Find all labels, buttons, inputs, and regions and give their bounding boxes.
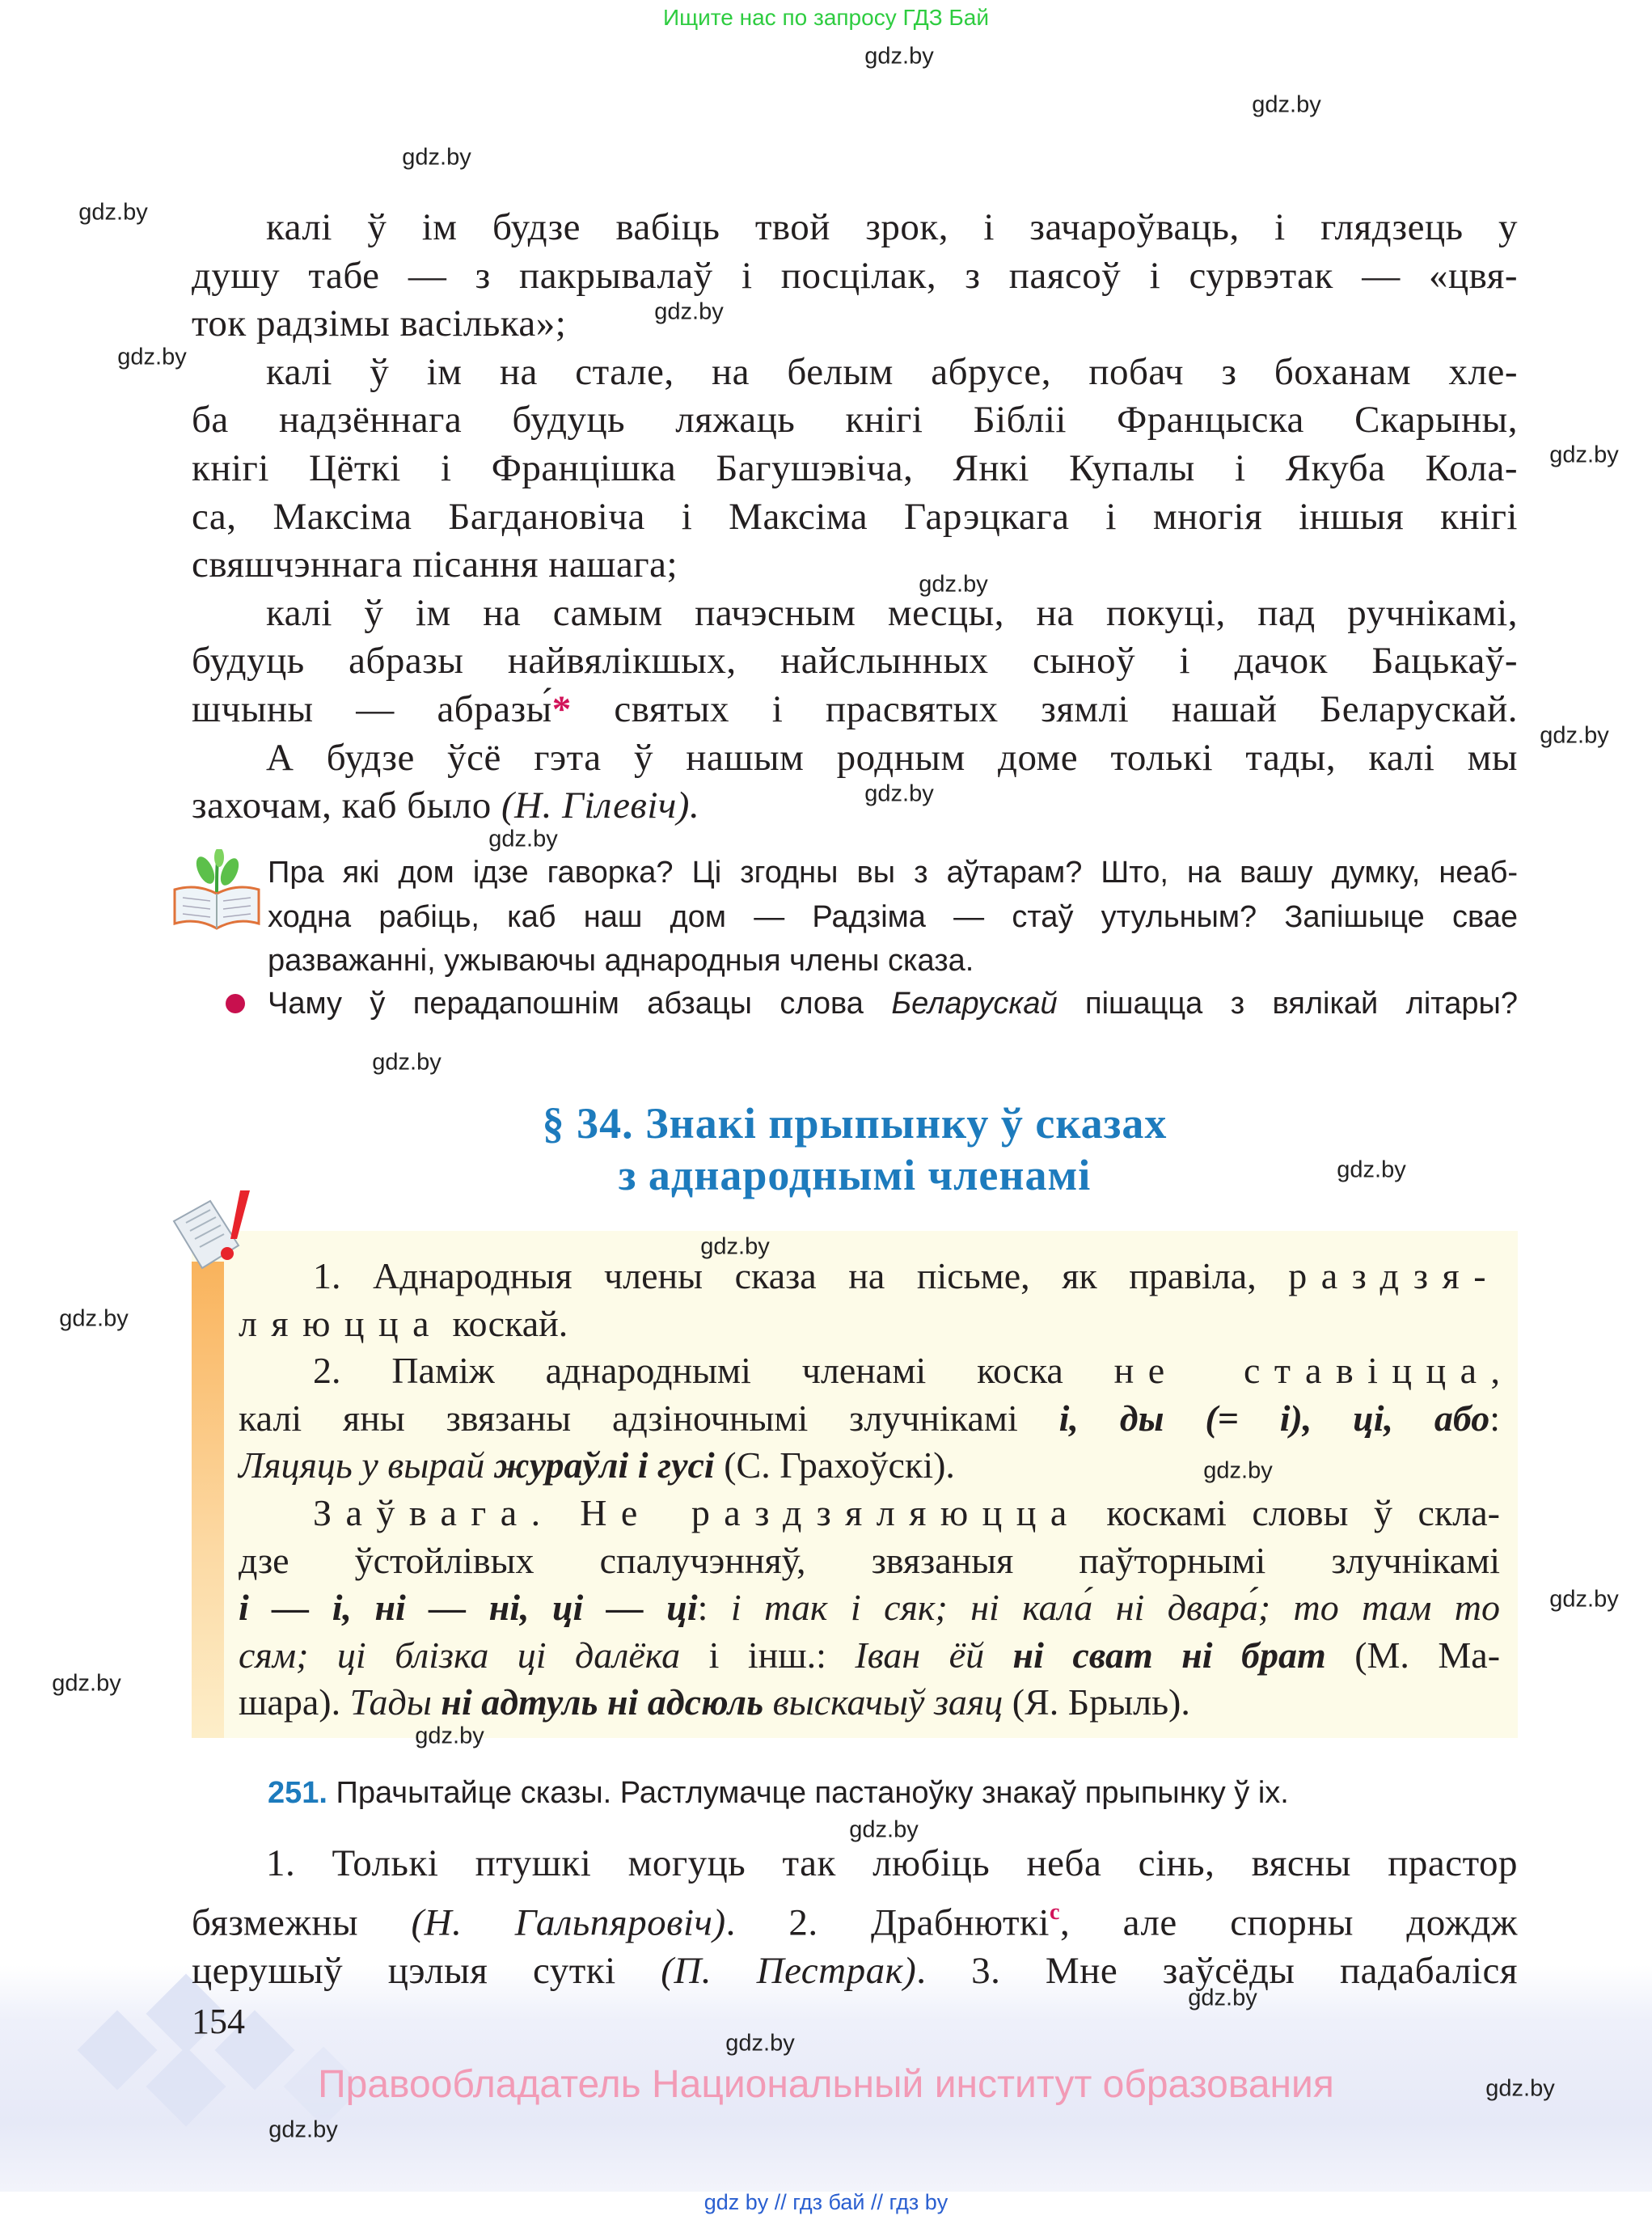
- text-run: ні сват ні брат: [1012, 1634, 1326, 1676]
- text-line: [239, 1253, 1500, 1300]
- text-run: Іван ёй: [855, 1634, 1013, 1676]
- text-run: бязмежны: [192, 1901, 412, 1944]
- text-line: [239, 1490, 1500, 1537]
- exercise-instruction: Прачытайце сказы. Растлумачце пастаноўку знакаў прыпынку ў іх.: [327, 1776, 1289, 1810]
- text-run: свяшчэннага пісання нашага;: [192, 543, 678, 586]
- text-run: :: [697, 1587, 731, 1629]
- text-line: [192, 445, 1518, 493]
- text-run: (Я. Брыль).: [1003, 1681, 1190, 1723]
- text-line: [192, 1840, 1518, 1888]
- section-heading-line: з аднароднымі членамі: [618, 1151, 1092, 1199]
- watermark: gdz.by: [1540, 722, 1609, 749]
- watermark: gdz.by: [488, 826, 558, 852]
- text-line: [192, 204, 1518, 252]
- text-run: калі ў ім будзе вабіць твой зрок, і зачароўваць, і глядзець у: [266, 206, 1518, 248]
- text-line: [239, 1679, 1500, 1727]
- text-run: *: [551, 687, 572, 730]
- watermark: gdz.by: [52, 1670, 121, 1697]
- copyright-notice: Правообладатель Национальный институт образования: [318, 2063, 1334, 2106]
- text-run: жураўлі і гусі: [493, 1444, 715, 1486]
- watermark: gdz.by: [78, 199, 148, 226]
- text-run: і так і сяк; ні кала́ ні двара́; то там то: [730, 1587, 1500, 1629]
- exercise-header: [268, 1776, 1518, 1811]
- text-run: ток радзімы васілька»;: [192, 302, 567, 345]
- text-run: ні адтуль ні адсюль: [441, 1681, 764, 1723]
- text-run: захочам, каб было: [192, 784, 502, 827]
- watermark: gdz.by: [59, 1305, 129, 1332]
- text-line: [268, 939, 1518, 983]
- text-run: Ляцяць у вырай: [239, 1444, 494, 1486]
- text-run: калі яны звязаны адзіночнымі злучнікамі: [239, 1397, 1059, 1439]
- text-line: [192, 396, 1518, 445]
- watermark: gdz.by: [1549, 1586, 1619, 1613]
- watermark: gdz.by: [919, 571, 988, 598]
- text-run: с: [1049, 1899, 1060, 1925]
- text-run: (С. Грахоўскі).: [714, 1444, 955, 1486]
- text-run: будуць абразы найвялікшых, найслынных сыноў і дачок Бацькаў-: [192, 640, 1518, 683]
- watermark: gdz.by: [1337, 1156, 1406, 1183]
- text-run: . 3. Мне заўсёды падабаліся: [916, 1949, 1518, 1992]
- text-run: шчыны — абразы́: [192, 687, 552, 730]
- text-run: 1. Толькі птушкі могуць так любіць неба сінь, вясны прастор: [266, 1842, 1518, 1884]
- watermark: gdz.by: [725, 2030, 795, 2057]
- text-line: [192, 349, 1518, 397]
- text-line: [192, 686, 1518, 734]
- watermark: gdz.by: [415, 1723, 484, 1749]
- text-run: кнігі Цёткі і Францішка Багушэвіча, Янкі Купалы і Якуба Кола-: [192, 446, 1518, 489]
- text-run: Заўвага.: [313, 1491, 555, 1533]
- text-line: [239, 1584, 1500, 1632]
- rule-text: [239, 1253, 1500, 1727]
- section-heading: [192, 1097, 1518, 1201]
- text-run: 1. Аднародныя члены сказа на пісьме, як правіла,: [313, 1255, 1289, 1296]
- text-run: церушыў цэлыя суткі: [192, 1949, 661, 1992]
- text-run: і інш.:: [680, 1634, 856, 1676]
- text-run: дзе ўстойлівых спалучэнняў, звязаныя паўторнымі злучнікамі: [239, 1539, 1500, 1581]
- text-line: [192, 637, 1518, 686]
- text-run: (М. Ма-: [1325, 1634, 1501, 1676]
- text-run: [555, 1492, 581, 1533]
- text-line: [192, 300, 1518, 349]
- text-run: святых і прасвятых зямлі нашай Беларускай.: [571, 687, 1519, 730]
- text-line: [239, 1347, 1500, 1395]
- text-line: [239, 1442, 1500, 1490]
- text-run: сям; ці блізка ці далёка: [239, 1634, 681, 1676]
- text-run: пішацца з вялікай літары?: [1057, 987, 1518, 1021]
- watermark: gdz.by: [1252, 91, 1321, 118]
- text-run: коскамі словы ў скла-: [1080, 1491, 1500, 1533]
- text-run: і — і, ні — ні, ці — ці: [239, 1587, 698, 1629]
- footer-links: gdz by // гдз бай // гдз by: [703, 2190, 949, 2214]
- bullet-icon: [226, 994, 245, 1013]
- text-run: (П. Пестрак): [661, 1949, 917, 1992]
- text-run: коскай.: [443, 1302, 568, 1344]
- text-line: [192, 252, 1518, 301]
- watermark: gdz.by: [849, 1816, 919, 1843]
- text-run: калі ў ім на самым пачэсным месцы, на покуці, пад ручнікамі,: [266, 591, 1518, 634]
- rule-accent-bar: [192, 1262, 224, 1738]
- exercise-number: 251.: [268, 1776, 327, 1810]
- text-run: Тады: [349, 1681, 442, 1723]
- text-line: [239, 1300, 1500, 1348]
- watermark: gdz.by: [654, 298, 724, 325]
- watermark: gdz.by: [117, 344, 187, 370]
- text-line: [239, 1395, 1500, 1443]
- text-run: ходна рабіць, каб наш дом — Радзіма — стаў утульным? Запішыце свае: [268, 899, 1518, 934]
- watermark: gdz.by: [864, 43, 934, 70]
- watermark: gdz.by: [700, 1233, 770, 1260]
- text-line: [239, 1537, 1500, 1585]
- text-line: [192, 541, 1518, 590]
- text-run: Пра які дом ідзе гаворка? Ці згодны вы з аўтарам? Што, на вашу думку, неаб-: [268, 856, 1518, 890]
- text-run: (Н. Гальпяровіч): [411, 1901, 726, 1944]
- text-line: [192, 590, 1518, 638]
- watermark: gdz.by: [372, 1049, 442, 1076]
- task-bullet-question: [268, 982, 1518, 1025]
- text-run: ба надзённага будуць ляжаць кнігі Бібліі Францыска Скарыны,: [192, 399, 1518, 442]
- watermark: gdz.by: [1485, 2075, 1555, 2102]
- page-number: 154: [192, 2002, 245, 2041]
- text-line: [268, 895, 1518, 940]
- body-text: [192, 204, 1518, 831]
- text-run: , але спорны дождж: [1059, 1901, 1518, 1944]
- text-run: калі ў ім на стале, на белым абрусе, побач з боханам хле-: [266, 350, 1518, 393]
- text-run: ,: [1490, 1350, 1501, 1392]
- watermark: gdz.by: [864, 780, 934, 807]
- watermark: gdz.by: [402, 144, 471, 171]
- search-hint: Ищите нас по запросу ГДЗ Бай: [662, 5, 990, 30]
- watermark: gdz.by: [1203, 1457, 1273, 1484]
- text-run: Чаму ў перадапошнім абзацы слова: [268, 987, 892, 1021]
- text-run: 2. Паміж аднароднымі членамі коска: [313, 1350, 1114, 1392]
- task-text: [268, 851, 1518, 983]
- text-run: не ставіцца: [1113, 1350, 1491, 1392]
- watermark: gdz.by: [1188, 1985, 1257, 2011]
- text-run: (Н. Гілевіч).: [501, 784, 700, 827]
- text-run: раздзя-: [1288, 1255, 1500, 1296]
- exercise-text: [192, 1840, 1518, 1996]
- book-plant-icon: [168, 849, 265, 934]
- text-run: :: [1489, 1397, 1501, 1439]
- text-line: [192, 734, 1518, 783]
- text-run: А будзе ўсё гэта ў нашым родным доме толькі тады, калі мы: [266, 736, 1518, 779]
- text-line: [192, 493, 1518, 542]
- text-run: Беларускай: [891, 987, 1058, 1021]
- text-run: шара).: [239, 1681, 350, 1723]
- watermark: gdz.by: [268, 2116, 338, 2143]
- watermark: gdz.by: [1549, 442, 1619, 468]
- text-run: душу табе — з пакрывалаў і посцілак, з паясоў і сурвэтак — «цвя-: [192, 254, 1518, 297]
- text-line: [192, 782, 1518, 831]
- text-run: ляюцца: [239, 1302, 444, 1344]
- text-run: разважанні, ужываючы аднародныя члены сказа.: [268, 944, 974, 978]
- text-run: і, ды (= і), ці, або: [1058, 1397, 1490, 1439]
- text-line: [239, 1632, 1500, 1680]
- text-run: выскачыў заяц: [763, 1681, 1003, 1723]
- text-run: . 2. Драбнюткі: [725, 1901, 1050, 1944]
- text-run: Не раздзяляюцца: [580, 1491, 1081, 1533]
- text-line: [192, 1888, 1518, 1947]
- section-heading-line: § 34. Знакі прыпынку ў сказах: [542, 1099, 1168, 1148]
- text-line: [268, 851, 1518, 895]
- text-line: [192, 1947, 1518, 1996]
- text-run: са, Максіма Багдановіча і Максіма Гарэцкага і многія іншыя кнігі: [192, 495, 1518, 538]
